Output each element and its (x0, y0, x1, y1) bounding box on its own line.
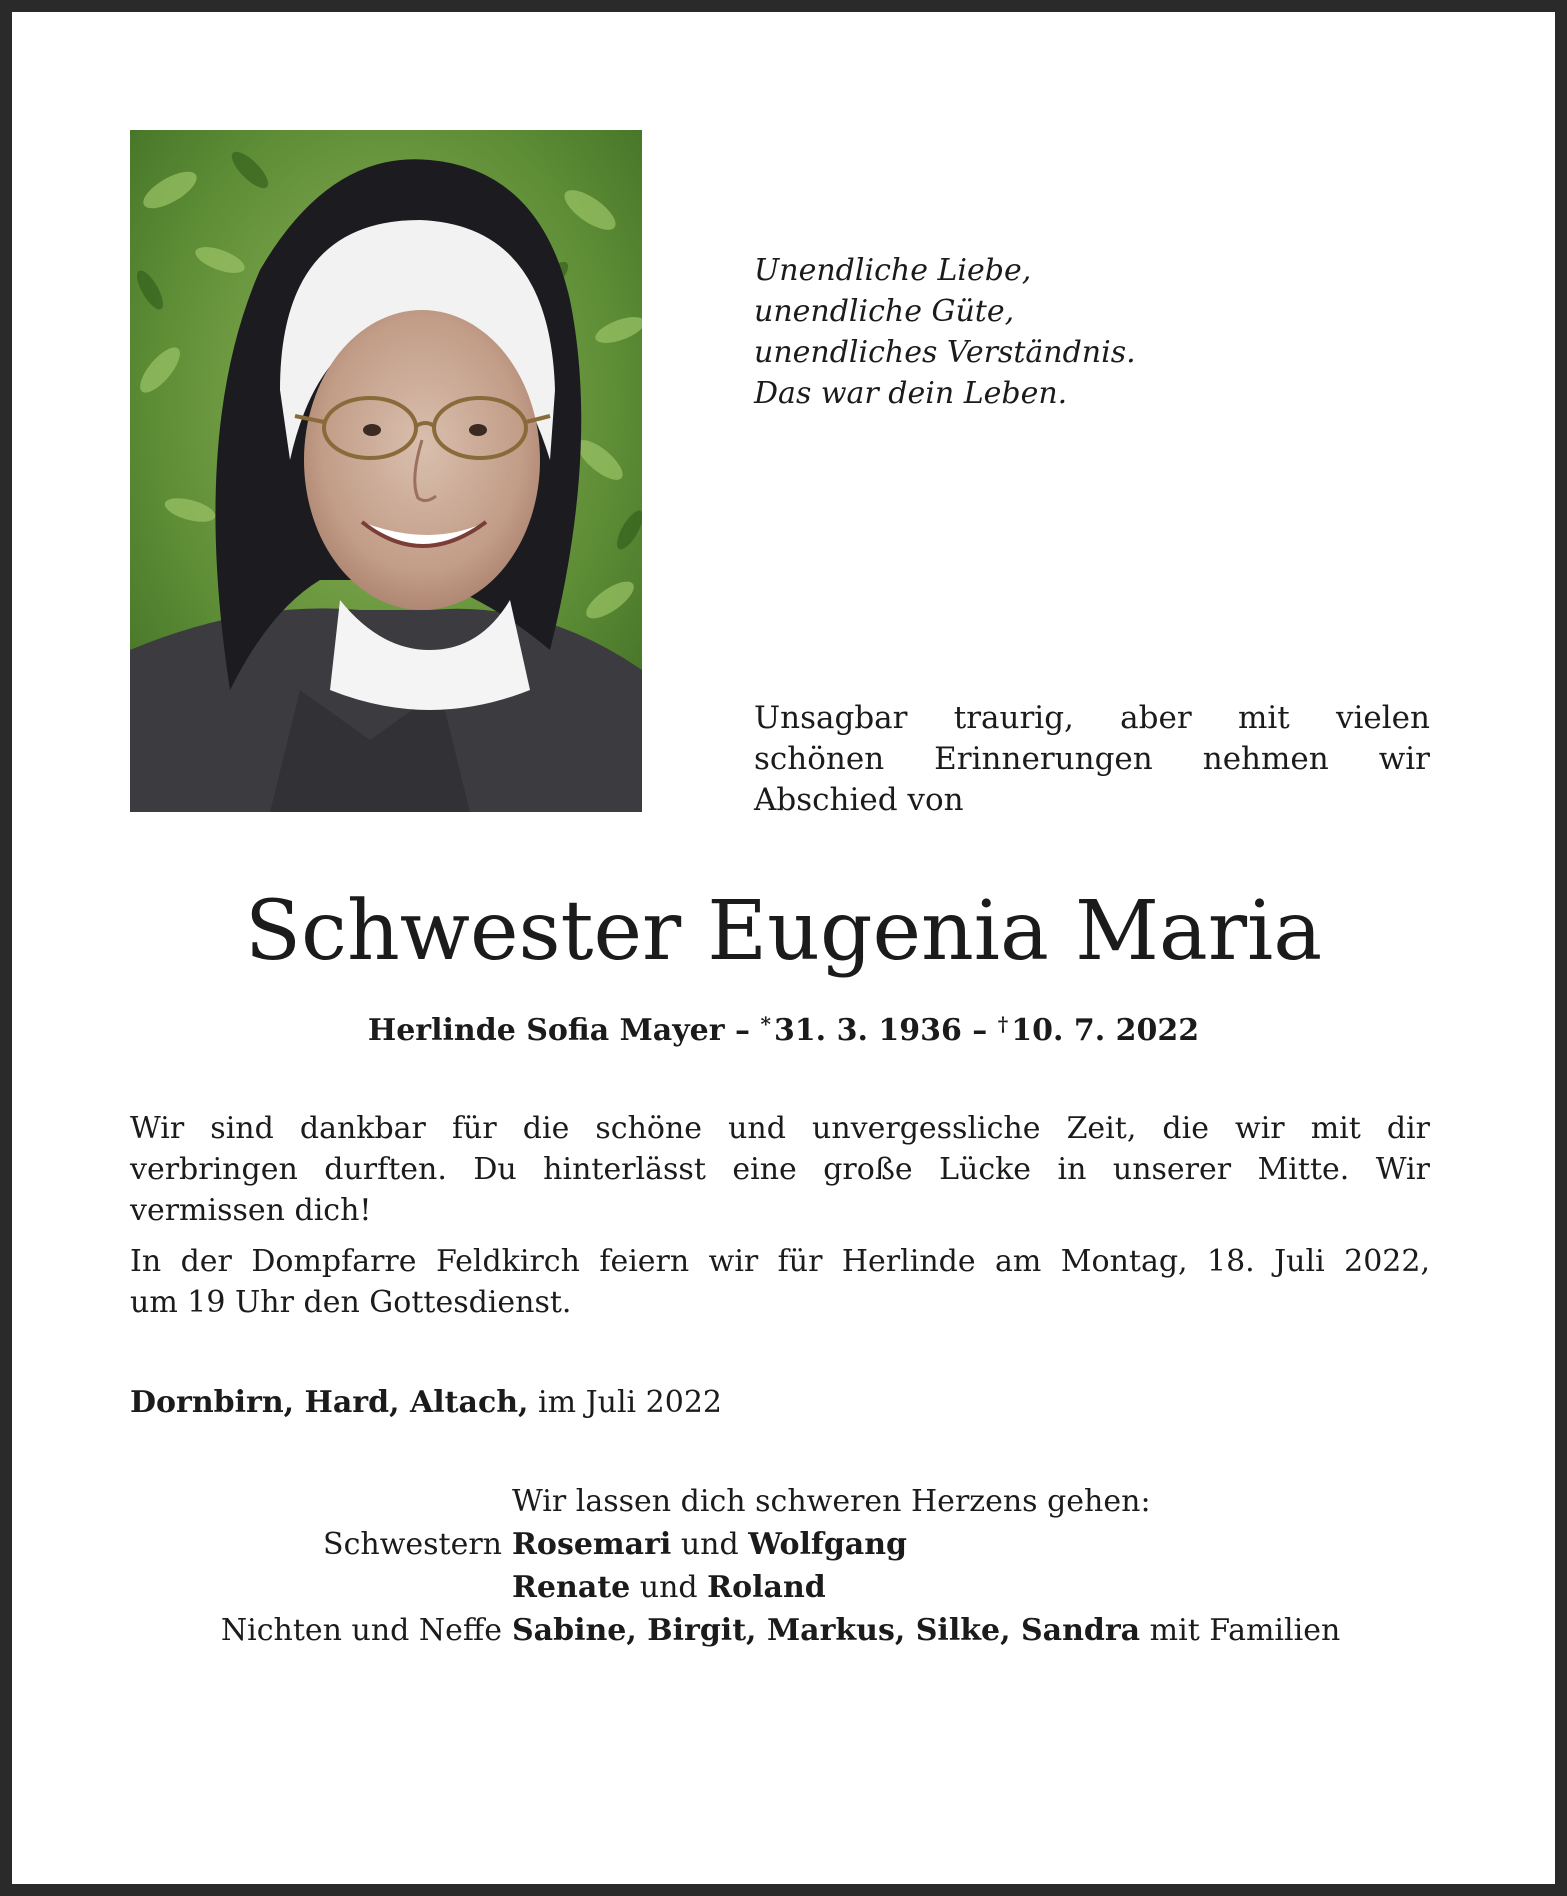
notice-date: im Juli 2022 (538, 1385, 723, 1420)
quote-line: unendliches Verständnis. (754, 335, 1136, 370)
sisters-label: Schwestern (323, 1527, 502, 1562)
intro-line: schönen Erinnerungen nehmen wir (754, 741, 1430, 777)
civil-name: Herlinde Sofia Mayer (367, 1013, 725, 1048)
sister-name: Rosemari (512, 1527, 672, 1562)
partner-name: Roland (707, 1570, 826, 1605)
service-line: In der Dompfarre Feldkirch feiern wir für Herlinde am Montag, 18. Juli 2022, (130, 1244, 1430, 1279)
message-text (130, 1108, 1430, 1323)
mourners-row-sisters-2 (130, 1566, 1430, 1609)
nieces-list: Sabine, Birgit, Markus, Silke, Sandra (512, 1613, 1141, 1648)
mourners-row-nieces (130, 1609, 1430, 1652)
portrait-photo (130, 130, 642, 812)
separator: – (724, 1013, 761, 1048)
mourners-list (130, 1480, 1430, 1652)
birth-symbol: * (760, 1012, 771, 1036)
service-line: um 19 Uhr den Gottesdienst. (130, 1285, 572, 1320)
sisters-names-1 (512, 1523, 907, 1566)
message-line: Wir sind dankbar für die schöne und unvergessliche Zeit, die wir mit dir (130, 1111, 1430, 1146)
sister-name: Renate (512, 1570, 631, 1605)
death-date: 10. 7. 2022 (1011, 1013, 1200, 1048)
deceased-title-name: Schwester Eugenia Maria (244, 884, 1323, 979)
deceased-civil-name-dates (12, 1002, 1555, 1053)
connector: und (639, 1570, 698, 1605)
quote-line: Das war dein Leben. (754, 376, 1068, 411)
farewell-intro (754, 698, 1430, 821)
places: Dornbirn, Hard, Altach, (130, 1385, 529, 1420)
intro-line: Abschied von (754, 782, 964, 818)
partner-name: Wolfgang (748, 1527, 908, 1562)
nieces-label: Nichten und Neffe (220, 1613, 502, 1648)
intro-line: Unsagbar traurig, aber mit vielen (754, 700, 1430, 736)
message-line: verbringen durften. Du hinterlässt eine große Lücke in unserer Mitte. Wir (130, 1152, 1430, 1187)
quote-line: unendliche Güte, (754, 294, 1015, 329)
quote-line: Unendliche Liebe, (754, 253, 1032, 288)
place-and-date (130, 1382, 722, 1423)
mourners-heading: Wir lassen dich schweren Herzens gehen: (512, 1484, 1151, 1519)
obituary-notice (12, 12, 1555, 1884)
mourners-row-sisters (130, 1523, 1430, 1566)
birth-date: 31. 3. 1936 (773, 1013, 962, 1048)
message-line: vermissen dich! (130, 1193, 372, 1228)
separator: – (961, 1013, 998, 1048)
mourners-heading-row (130, 1480, 1430, 1523)
connector: und (680, 1527, 739, 1562)
sisters-names-2 (512, 1566, 826, 1609)
nieces-suffix: mit Familien (1149, 1613, 1341, 1648)
memorial-quote (754, 250, 1136, 414)
nieces-names (512, 1609, 1340, 1652)
death-symbol: † (997, 1012, 1009, 1036)
